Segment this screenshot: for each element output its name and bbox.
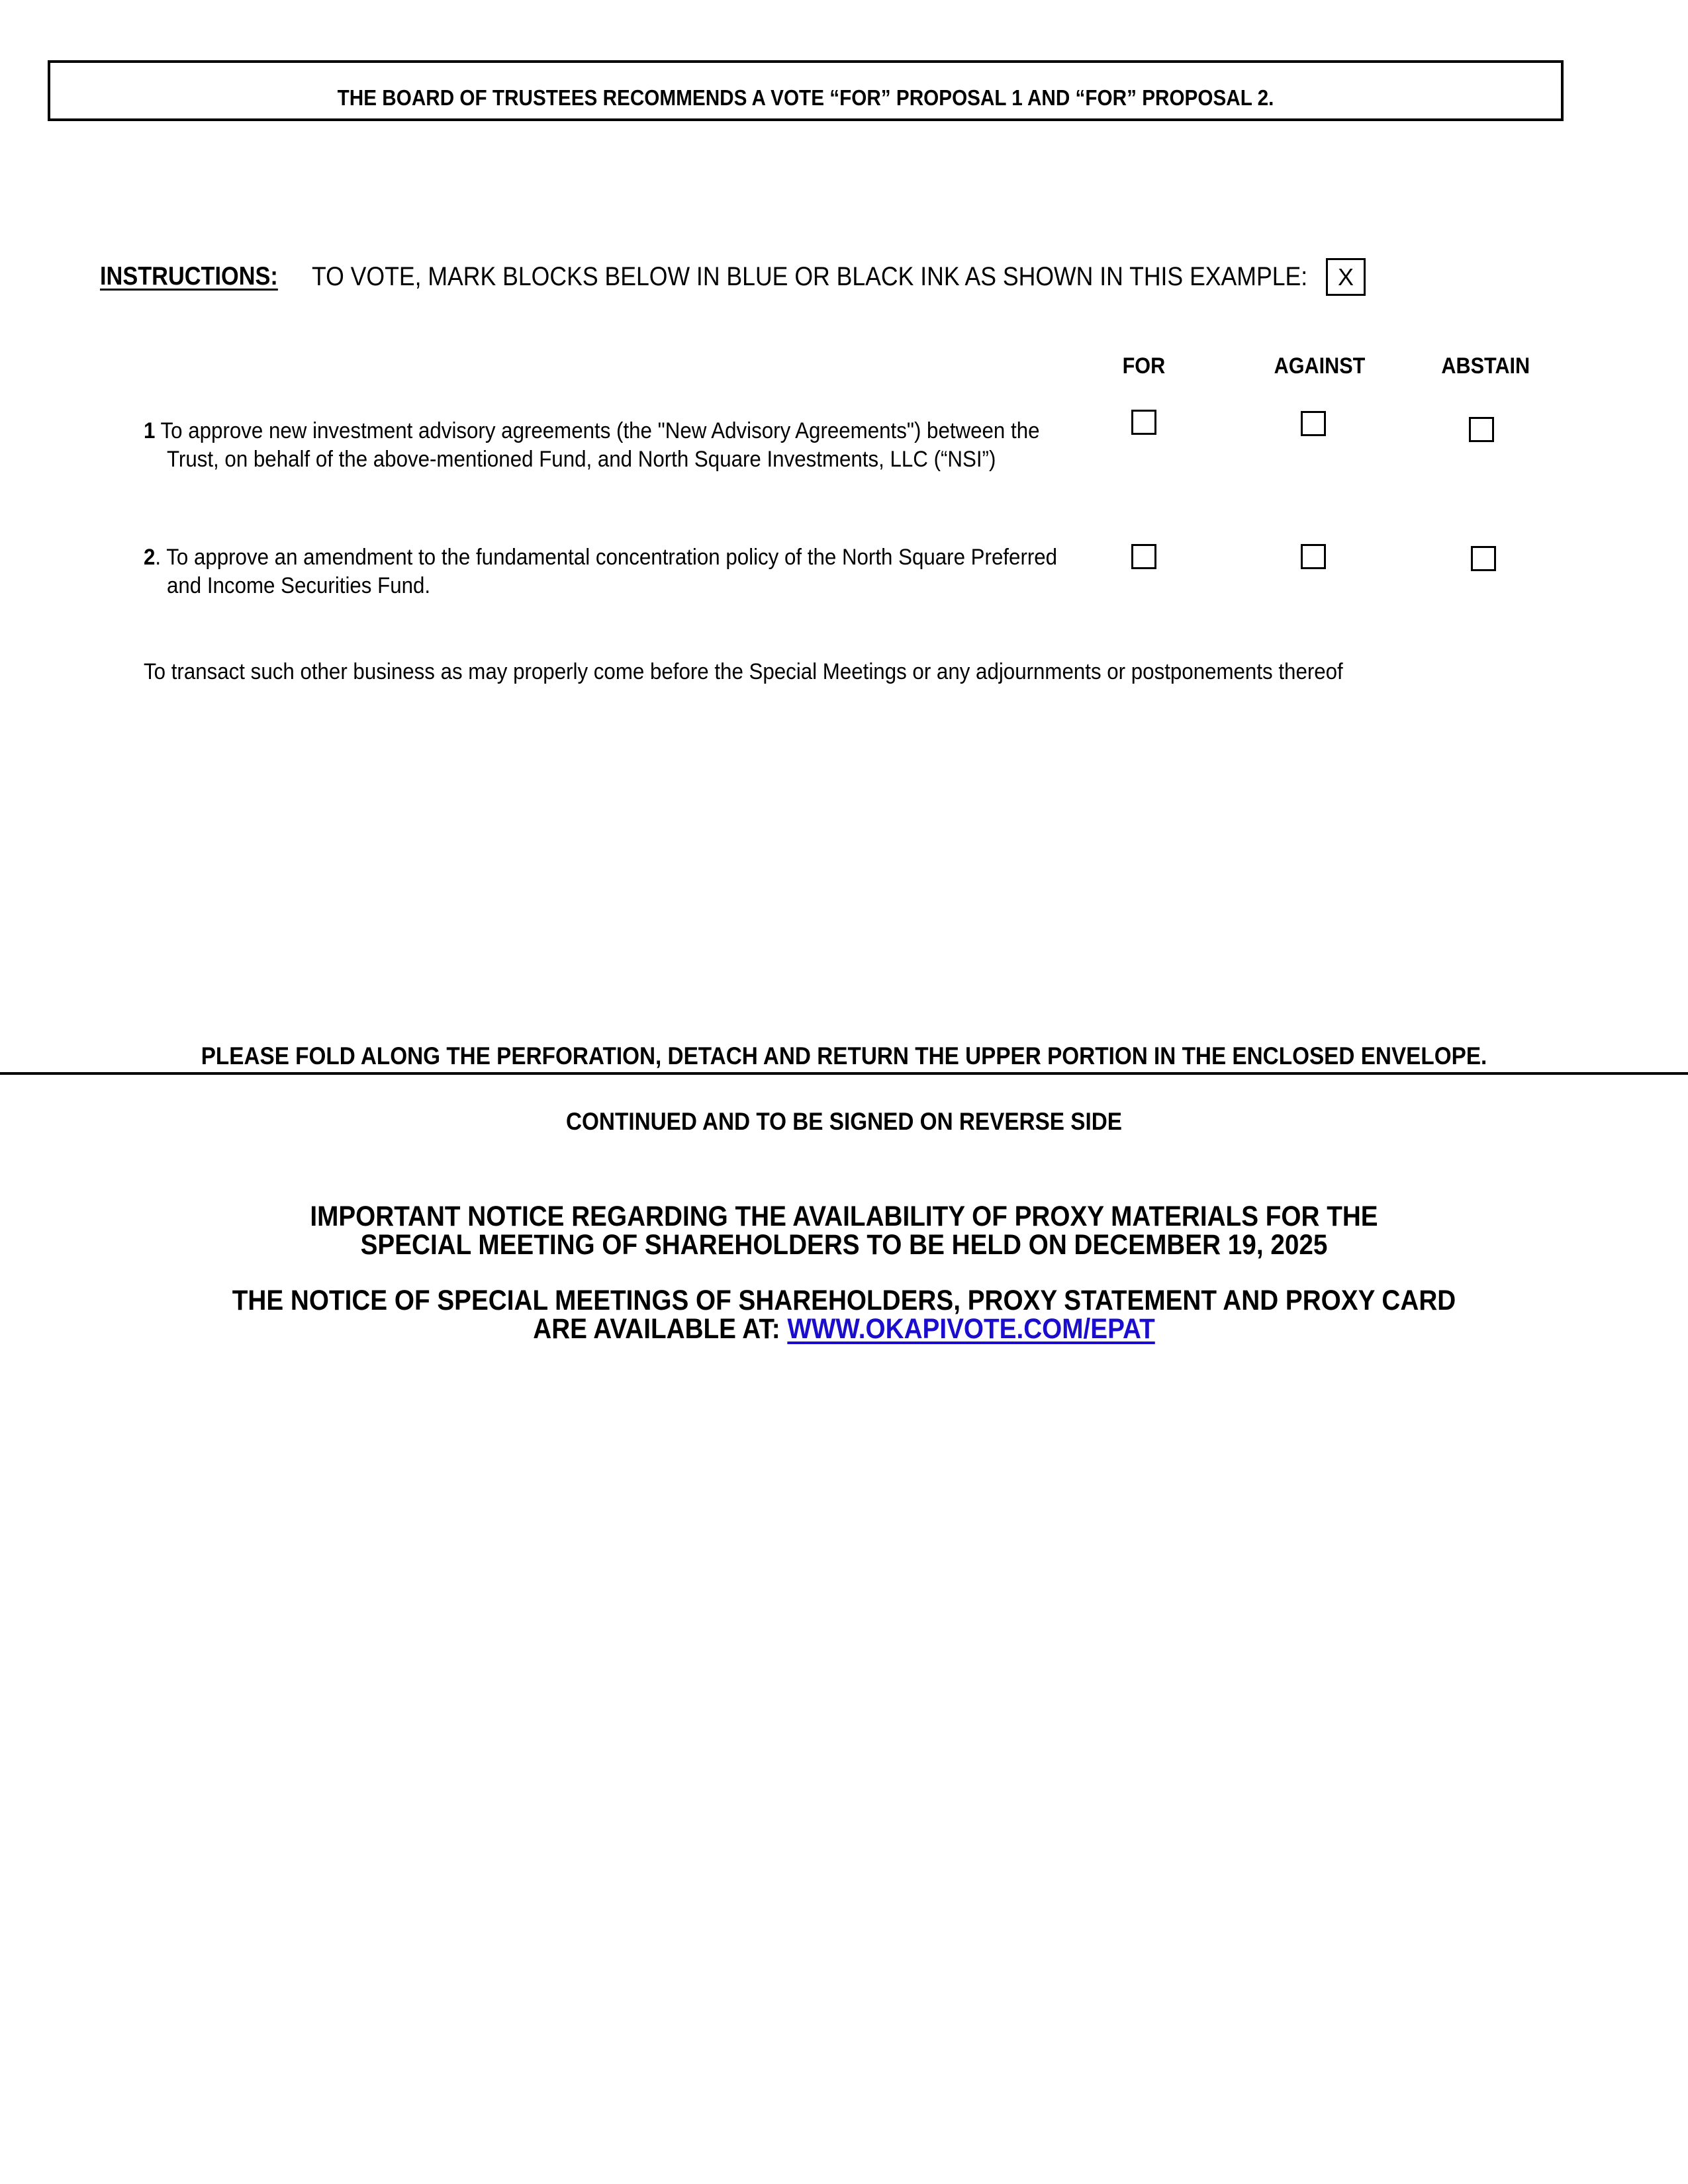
important-notice bbox=[85, 1203, 1604, 1259]
proposal-1-against-checkbox[interactable] bbox=[1301, 411, 1326, 436]
recommendation-box bbox=[48, 60, 1564, 121]
proposal-1 bbox=[144, 417, 1039, 474]
example-mark-box: X bbox=[1326, 258, 1366, 296]
continued-notice: CONTINUED AND TO BE SIGNED ON REVERSE SIDE bbox=[565, 1108, 1123, 1135]
fold-instruction: PLEASE FOLD ALONG THE PERFORATION, DETACH AND RETURN THE UPPER PORTION IN THE ENCLOSED ENVELOPE. bbox=[201, 1042, 1487, 1069]
notice-line-2: SPECIAL MEETING OF SHAREHOLDERS TO BE HELD ON DECEMBER 19, 2025 bbox=[360, 1229, 1328, 1261]
proposal-2-line1: . To approve an amendment to the fundamental concentration policy of the North Square Preferred bbox=[155, 545, 1058, 570]
instructions-label: INSTRUCTIONS: bbox=[100, 262, 278, 291]
proposal-2-abstain-checkbox[interactable] bbox=[1471, 546, 1496, 571]
notice-line-1: IMPORTANT NOTICE REGARDING THE AVAILABILITY OF PROXY MATERIALS FOR THE bbox=[310, 1201, 1378, 1232]
proxy-materials-link[interactable]: WWW.OKAPIVOTE.COM/EPAT bbox=[787, 1313, 1155, 1345]
availability-notice bbox=[85, 1287, 1604, 1343]
instructions-text: TO VOTE, MARK BLOCKS BELOW IN BLUE OR BLACK INK AS SHOWN IN THIS EXAMPLE: bbox=[312, 262, 1308, 291]
proposal-1-number: 1 bbox=[144, 418, 156, 443]
column-header-against: AGAINST bbox=[1274, 353, 1366, 379]
proposal-1-line2: Trust, on behalf of the above-mentioned Fund, and North Square Investments, LLC (“NSI”) bbox=[166, 447, 996, 472]
other-business-text: To transact such other business as may properly come before the Special Meetings or any adjournments or postponements thereof bbox=[144, 659, 1343, 684]
notice-line-4 bbox=[85, 1315, 1604, 1343]
proposal-1-for-checkbox[interactable] bbox=[1131, 410, 1156, 435]
proposal-2-number: 2 bbox=[144, 545, 156, 570]
proposal-2 bbox=[144, 543, 1057, 600]
proposal-2-against-checkbox[interactable] bbox=[1301, 544, 1326, 569]
perforation-line bbox=[0, 1072, 1688, 1075]
proposal-2-line2: and Income Securities Fund. bbox=[166, 573, 431, 598]
notice-line-3: THE NOTICE OF SPECIAL MEETINGS OF SHAREHOLDERS, PROXY STATEMENT AND PROXY CARD bbox=[232, 1285, 1456, 1316]
proposal-1-abstain-checkbox[interactable] bbox=[1469, 417, 1494, 442]
column-header-for: FOR bbox=[1122, 353, 1166, 379]
proposal-2-for-checkbox[interactable] bbox=[1131, 544, 1156, 569]
proposal-1-line1: To approve new investment advisory agreements (the "New Advisory Agreements") between the bbox=[155, 418, 1040, 443]
notice-line-4-prefix: ARE AVAILABLE AT: bbox=[533, 1313, 788, 1345]
column-header-abstain: ABSTAIN bbox=[1441, 353, 1530, 379]
recommendation-text: THE BOARD OF TRUSTEES RECOMMENDS A VOTE “FOR” PROPOSAL 1 AND “FOR” PROPOSAL 2. bbox=[337, 85, 1274, 110]
